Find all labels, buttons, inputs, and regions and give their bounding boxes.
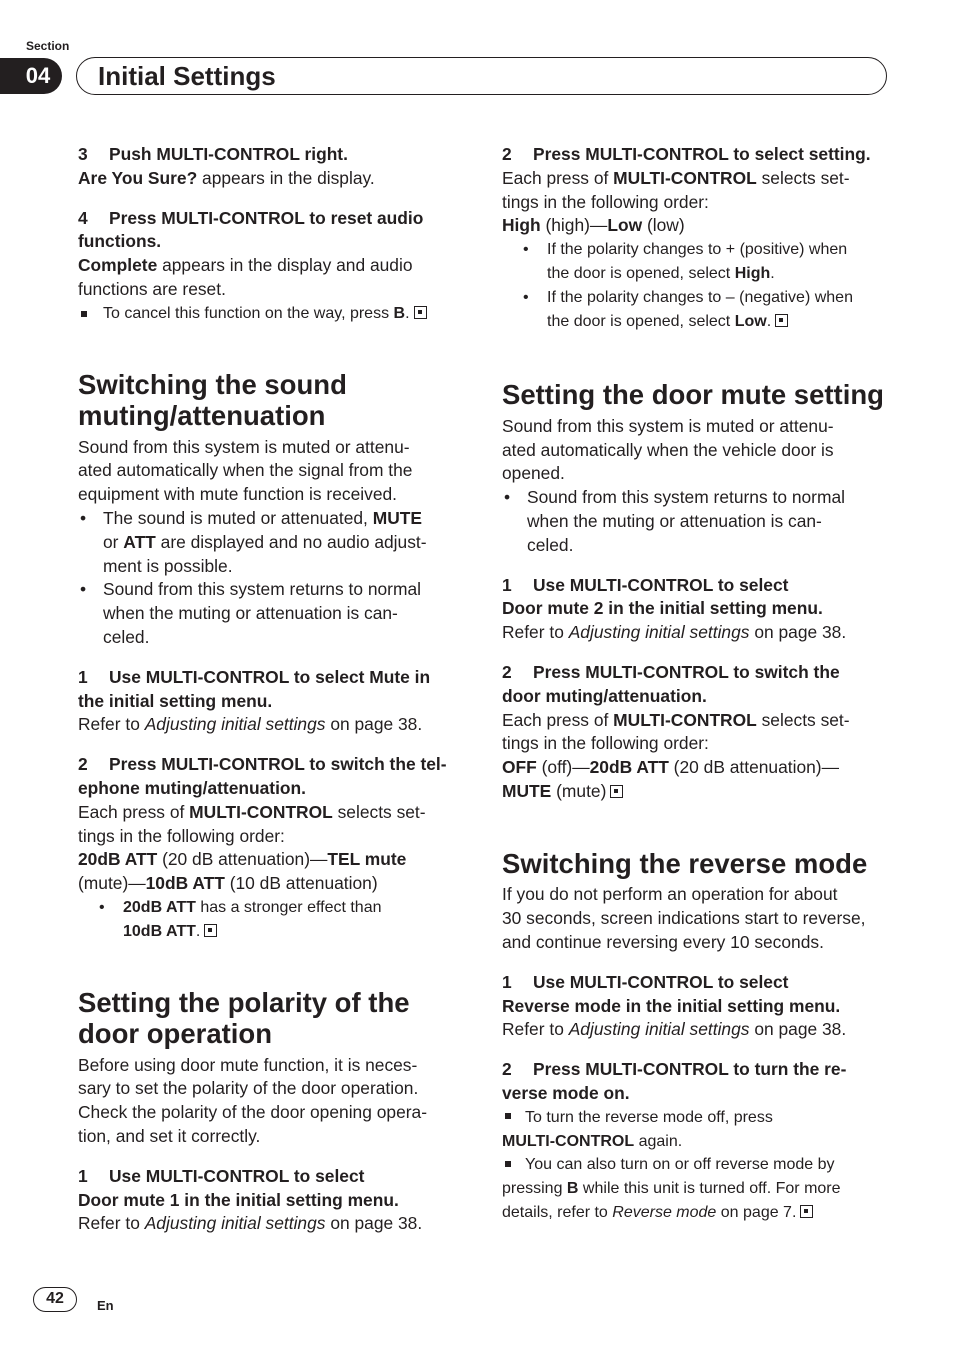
muting-refer: Refer to Adjusting initial settings on page 38. bbox=[78, 714, 423, 735]
section-label: Section bbox=[26, 39, 70, 53]
end-mark-icon bbox=[610, 785, 623, 798]
cancel-note: To cancel this function on the way, press B. bbox=[78, 302, 466, 326]
note-square-icon bbox=[81, 311, 87, 317]
door-intro: Sound from this system is muted or attenu- ated automatically when the vehicle door is opened. bbox=[502, 415, 834, 484]
door-bullet: • Sound from this system returns to normal when the muting or attenuation is can- celed. bbox=[504, 487, 845, 555]
muting-step-2: 2 Press MULTI-CONTROL to switch the tel- ephone muting/attenuation. bbox=[78, 754, 447, 798]
muting-bullet-1: • The sound is muted or attenuated, MUTE or ATT are displayed and no audio adjust- ment is possible. bbox=[80, 507, 427, 576]
end-mark-icon bbox=[414, 306, 427, 319]
muting-att-note: • 20dB ATT has a stronger effect than 10dB ATT. bbox=[99, 898, 382, 940]
polarity-step-2: 2 Press MULTI-CONTROL to select setting. bbox=[502, 144, 871, 164]
heading-reverse-mode: Switching the reverse mode bbox=[502, 847, 868, 879]
note-square-icon bbox=[505, 1113, 511, 1119]
reverse-step-2: 2 Press MULTI-CONTROL to turn the re- verse mode on. bbox=[502, 1059, 847, 1103]
door-refer: Refer to Adjusting initial settings on page 38. bbox=[502, 622, 847, 643]
polarity-refer: Refer to Adjusting initial settings on page 38. bbox=[78, 1213, 423, 1234]
polarity-order: Each press of MULTI-CONTROL selects set- tings in the following order: High (high)—Low (low) bbox=[502, 167, 850, 236]
step-3: 3 Push MULTI-CONTROL right. bbox=[78, 144, 348, 164]
step-3-text: Are You Sure? appears in the display. bbox=[78, 167, 375, 188]
muting-step-1: 1 Use MULTI-CONTROL to select Mute in the initial setting menu. bbox=[78, 666, 431, 711]
heading-sound-muting: Switching the sound muting/attenuation bbox=[78, 368, 347, 432]
heading-door-polarity: Setting the polarity of the door operation bbox=[78, 986, 410, 1050]
reverse-step-1: 1 Use MULTI-CONTROL to select Reverse mode in the initial setting menu. bbox=[502, 971, 841, 1016]
reverse-intro: If you do not perform an operation for about 30 seconds, screen indications start to reverse, and continue reversing every 10 seconds. bbox=[502, 884, 866, 952]
door-step-1: 1 Use MULTI-CONTROL to select Door mute 2 in the initial setting menu. bbox=[502, 574, 823, 619]
language-label: En bbox=[97, 1298, 114, 1313]
page-number: 42 bbox=[33, 1287, 77, 1312]
section-number-badge: 04 bbox=[0, 58, 62, 94]
door-order: Each press of MULTI-CONTROL selects set- tings in the following order: OFF (off)—20dB ATT (20 dB attenuation)— MUTE (mute) bbox=[502, 709, 850, 802]
step-4-text: Complete appears in the display and audio functions are reset. bbox=[78, 255, 413, 299]
muting-intro: Sound from this system is muted or attenu- ated automatically when the signal from the equipment with mute function is received. bbox=[78, 436, 413, 505]
polarity-step-1: 1 Use MULTI-CONTROL to select Door mute 1 in the initial setting menu. bbox=[78, 1165, 399, 1210]
end-mark-icon bbox=[204, 924, 217, 937]
polarity-bullet-1: • If the polarity changes to + (positive) when the door is opened, select High. bbox=[523, 241, 848, 282]
step-4: 4 Press MULTI-CONTROL to reset audio functions. bbox=[78, 207, 424, 252]
end-mark-icon bbox=[800, 1205, 813, 1218]
page-title: Initial Settings bbox=[98, 61, 276, 91]
muting-order: Each press of MULTI-CONTROL selects set- tings in the following order: 20dB ATT (20 dB attenuation)—TEL mute (mute)—10dB ATT (10 dB attenuation) bbox=[78, 801, 426, 894]
reverse-note-1: To turn the reverse mode off, press MULTI-CONTROL again. bbox=[502, 1108, 773, 1150]
left-column bbox=[78, 143, 466, 1236]
end-mark-icon bbox=[775, 314, 788, 327]
polarity-bullet-2: • If the polarity changes to – (negative) when the door is opened, select Low. bbox=[523, 288, 853, 330]
polarity-intro: Before using door mute function, it is neces- sary to set the polarity of the door operation. Check the polarity of the door opening opera- tion, and set it correctly. bbox=[78, 1054, 428, 1146]
door-step-2: 2 Press MULTI-CONTROL to switch the door muting/attenuation. bbox=[502, 662, 840, 706]
reverse-note-2: You can also turn on or off reverse mode by pressing B while this unit is turned off. For more details, refer to Reverse mode on page 7. bbox=[502, 1156, 841, 1221]
reverse-refer: Refer to Adjusting initial settings on page 38. bbox=[502, 1019, 847, 1040]
note-square-icon bbox=[505, 1161, 511, 1167]
heading-door-mute: Setting the door mute setting bbox=[502, 379, 884, 411]
right-column bbox=[502, 143, 892, 1225]
muting-bullet-2: • Sound from this system returns to normal when the muting or attenuation is can- celed. bbox=[80, 579, 421, 647]
